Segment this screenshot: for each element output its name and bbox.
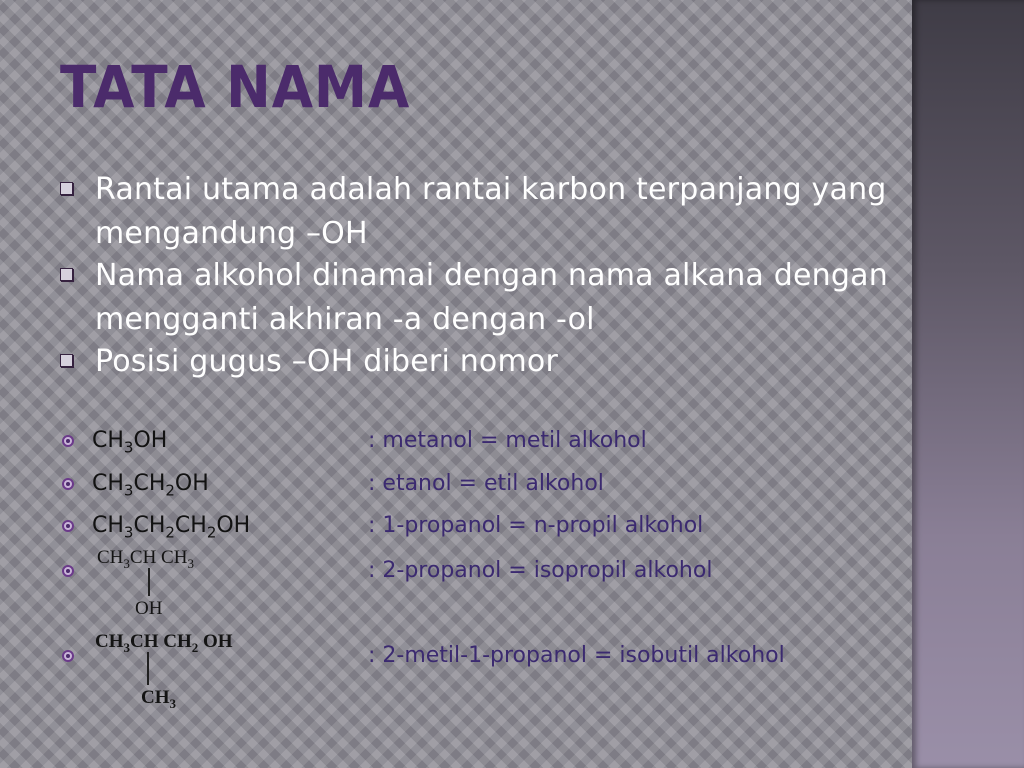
slide-sidebar-decoration <box>912 0 1024 768</box>
compound-name: : 2-propanol = isopropil alkohol <box>368 558 713 583</box>
bullet-item <box>60 168 895 256</box>
square-bullet-icon <box>60 182 73 195</box>
bullet-text: Nama alkohol dinamai dengan nama alkana dengan mengganti akhiran -a dengan -ol <box>95 258 888 337</box>
square-bullet-icon <box>60 268 73 281</box>
bullet-text: Rantai utama adalah rantai karbon terpanjang yang mengandung –OH <box>95 172 887 251</box>
circle-bullet-icon <box>62 435 74 447</box>
slide-title: TATA NAMA <box>60 53 411 121</box>
compound-name: : 1-propanol = n-propil alkohol <box>368 513 704 538</box>
chemical-formula: $CH_3OH$ <box>92 428 168 457</box>
circle-bullet-icon <box>62 650 74 662</box>
branch-group: $CH_3$ <box>141 687 176 711</box>
branch-group: OH <box>135 598 163 619</box>
bond-line <box>147 652 149 685</box>
bullet-item <box>60 254 895 342</box>
bond-line <box>148 568 150 596</box>
structural-formula-isobutanol: $CH_3CH$ $CH_2$ OH <box>95 631 233 655</box>
bullet-text: Posisi gugus –OH diberi nomor <box>95 344 558 379</box>
example-row <box>62 428 882 468</box>
example-row <box>62 471 882 511</box>
circle-bullet-icon <box>62 478 74 490</box>
bullet-item <box>60 340 895 384</box>
square-bullet-icon <box>60 354 73 367</box>
compound-name: : etanol = etil alkohol <box>368 471 604 496</box>
circle-bullet-icon <box>62 520 74 532</box>
chemical-formula: $CH_3CH_2CH_2OH$ <box>92 513 251 542</box>
compound-name: : metanol = metil alkohol <box>368 428 647 453</box>
chemical-formula: $CH_3CH_2OH$ <box>92 471 209 500</box>
compound-name: : 2-metil-1-propanol = isobutil alkohol <box>368 643 785 668</box>
circle-bullet-icon <box>62 565 74 577</box>
structural-formula-isopropanol: $CH_3CH$ $CH_3$ <box>97 547 194 571</box>
